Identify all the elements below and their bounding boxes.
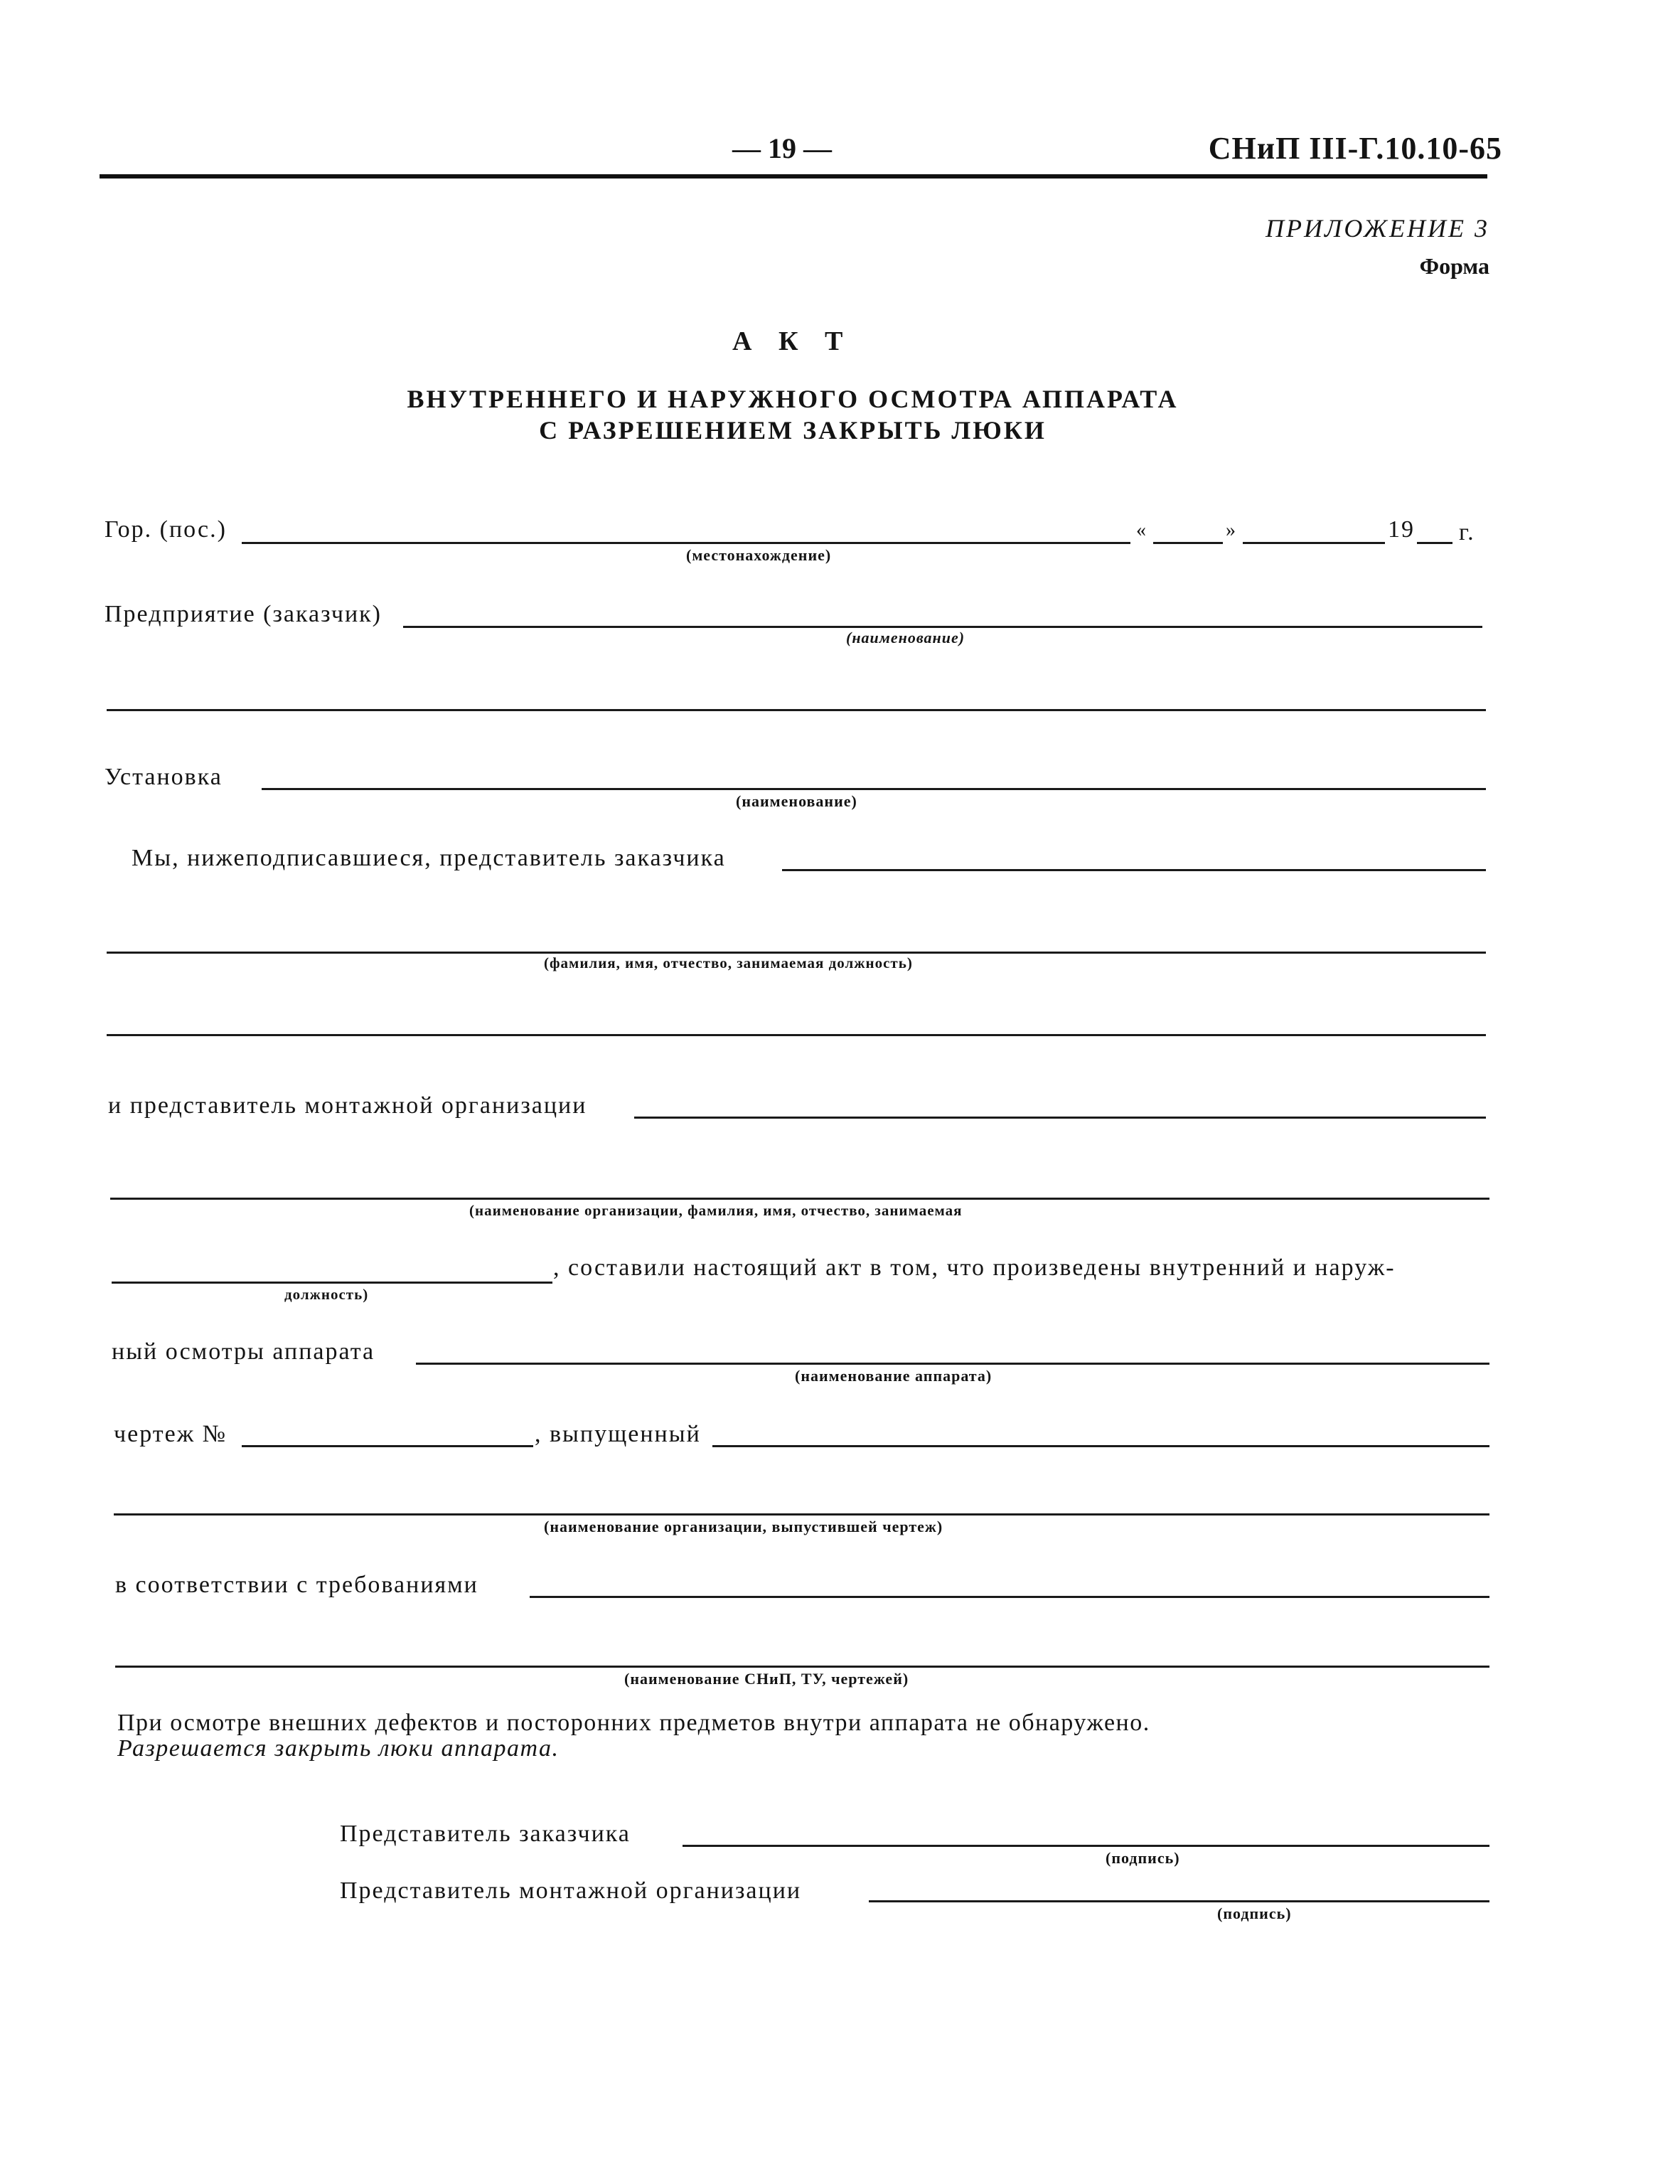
act-statement: , составили настоящий акт в том, что произведены внутренний и наруж- — [553, 1255, 1396, 1281]
requirements-caption: (наименование СНиП, ТУ, чертежей) — [624, 1670, 909, 1688]
drawing-number-field[interactable] — [242, 1445, 533, 1447]
conclusion-line2: Разрешается закрыть люки аппарата. — [117, 1735, 560, 1762]
mounting-rep-field-3[interactable] — [112, 1282, 552, 1284]
act-subtitle-line1: ВНУТРЕННЕГО И НАРУЖНОГО ОСМОТРА АППАРАТА — [407, 385, 1179, 413]
enterprise-field-continued[interactable] — [107, 709, 1486, 711]
header-rule — [100, 174, 1487, 179]
customer-signature-caption: (подпись) — [1106, 1849, 1180, 1867]
customer-rep-field[interactable] — [782, 869, 1486, 871]
requirements-label: в соответствии с требованиями — [115, 1572, 478, 1598]
year-suffix: г. — [1459, 519, 1475, 545]
drawing-label: чертеж № — [114, 1421, 228, 1447]
customer-rep-field-2[interactable] — [107, 952, 1486, 954]
mounting-signature-label: Представитель монтажной организации — [340, 1877, 802, 1904]
date-month-field[interactable] — [1243, 542, 1385, 544]
installation-caption: (наименование) — [736, 792, 857, 810]
year-prefix: 19 — [1388, 516, 1415, 543]
date-close-quote: » — [1226, 519, 1237, 541]
city-caption: (местонахождение) — [686, 546, 832, 564]
mounting-rep-field[interactable] — [634, 1117, 1486, 1119]
customer-rep-caption: (фамилия, имя, отчество, занимаемая должность) — [544, 954, 913, 971]
form-label: Форма — [1419, 253, 1489, 279]
date-open-quote: « — [1136, 519, 1147, 541]
installation-field[interactable] — [262, 788, 1486, 790]
city-field[interactable] — [242, 542, 1130, 544]
enterprise-field[interactable] — [403, 626, 1482, 628]
issued-by-field-2[interactable] — [114, 1513, 1489, 1516]
apparatus-field[interactable] — [416, 1363, 1489, 1365]
mounting-rep-caption-1: (наименование организации, фамилия, имя, отчество, занимаемая — [469, 1202, 963, 1219]
city-label: Гор. (пос.) — [105, 516, 227, 543]
mounting-rep-caption-2: должность) — [284, 1286, 369, 1303]
undersigned-text: Мы, нижеподписавшиеся, представитель заказчика — [132, 845, 726, 871]
act-subtitle-line2: С РАЗРЕШЕНИЕМ ЗАКРЫТЬ ЛЮКИ — [539, 416, 1047, 444]
act-title: А К Т — [732, 326, 853, 356]
appendix-label: ПРИЛОЖЕНИЕ 3 — [1266, 214, 1489, 243]
mounting-rep-label: и представитель монтажной организации — [108, 1092, 587, 1119]
customer-rep-field-3[interactable] — [107, 1034, 1486, 1036]
customer-signature-field[interactable] — [683, 1845, 1489, 1847]
year-field[interactable] — [1417, 542, 1452, 544]
document-code: СНиП III-Г.10.10-65 — [1208, 131, 1502, 166]
enterprise-caption: (наименование) — [846, 629, 965, 646]
apparatus-caption: (наименование аппарата) — [795, 1367, 993, 1385]
mounting-rep-field-2[interactable] — [110, 1198, 1489, 1200]
inspection-label: ный осмотры аппарата — [112, 1338, 375, 1365]
installation-label: Установка — [105, 764, 223, 790]
drawing-org-caption: (наименование организации, выпустившей чертеж) — [544, 1518, 943, 1535]
date-day-field[interactable] — [1153, 542, 1223, 544]
requirements-field-2[interactable] — [115, 1666, 1489, 1668]
enterprise-label: Предприятие (заказчик) — [105, 601, 382, 627]
requirements-field[interactable] — [530, 1596, 1489, 1598]
mounting-signature-field[interactable] — [869, 1900, 1489, 1902]
mounting-signature-caption: (подпись) — [1217, 1905, 1292, 1922]
conclusion-line1: При осмотре внешних дефектов и посторонних предметов внутри аппарата не обнаружено. — [117, 1710, 1150, 1736]
page-number: — 19 — — [732, 132, 832, 164]
customer-signature-label: Представитель заказчика — [340, 1821, 631, 1847]
issued-by-field[interactable] — [712, 1445, 1489, 1447]
issued-label: , выпущенный — [535, 1421, 701, 1447]
